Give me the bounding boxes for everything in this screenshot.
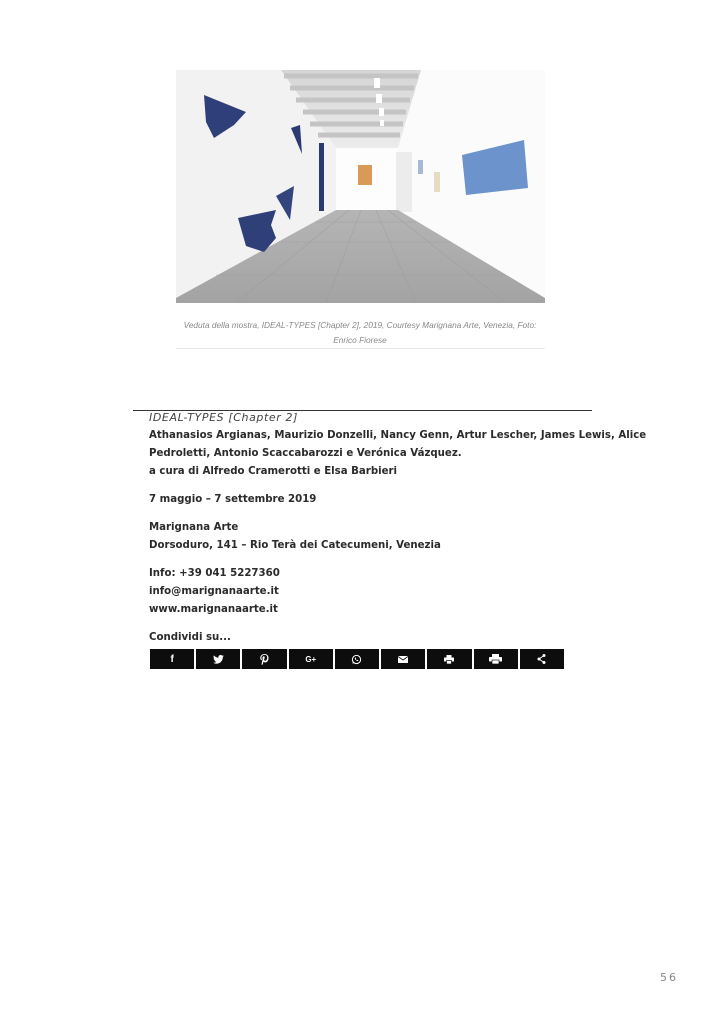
google-plus-share-button[interactable]: [289, 649, 333, 669]
more-share-icon: [537, 654, 546, 664]
artists-line-2: Pedroletti, Antonio Scaccabarozzi e Verónica Vázquez.: [149, 448, 462, 459]
print-share-button[interactable]: [427, 649, 471, 669]
photo-caption: [172, 318, 548, 348]
whatsapp-share-button[interactable]: [335, 649, 379, 669]
venue-address: Dorsoduro, 141 – Rio Terà dei Catecumeni, Venezia: [149, 540, 441, 551]
exhibition-title: IDEAL-TYPES [Chapter 2]: [149, 411, 298, 424]
pinterest-share-button[interactable]: [242, 649, 286, 669]
venue-name: Marignana Arte: [149, 522, 239, 533]
exhibition-photo: [176, 70, 545, 303]
facebook-icon: f: [170, 653, 174, 665]
email-link[interactable]: info@marignanaarte.it: [149, 586, 279, 597]
google-plus-icon: G+: [305, 654, 317, 664]
share-label: Condividi su...: [149, 632, 231, 643]
email-share-button[interactable]: [381, 649, 425, 669]
printfriendly-share-button[interactable]: [474, 649, 518, 669]
whatsapp-icon: [351, 654, 362, 665]
share-bar: [150, 649, 564, 669]
phone-info: Info: +39 041 5227360: [149, 568, 280, 579]
artists-line-1: Athanasios Argianas, Maurizio Donzelli, Nancy Genn, Artur Lescher, James Lewis, Alice: [149, 430, 647, 441]
page-number: 56: [660, 971, 678, 984]
email-icon: [398, 656, 408, 663]
twitter-icon: [213, 655, 224, 664]
exhibition-dates: 7 maggio – 7 settembre 2019: [149, 494, 317, 505]
pinterest-icon: [260, 654, 269, 665]
website-link[interactable]: www.marignanaarte.it: [149, 604, 278, 615]
caption-line-1: Veduta della mostra, IDEAL-TYPES [Chapter 2], 2019, Courtesy Marignana Arte, Venezia, Foto:: [183, 320, 537, 330]
caption-line-2: Enrico Fiorese: [333, 335, 387, 345]
printfriendly-icon: [489, 654, 502, 664]
curators: a cura di Alfredo Cramerotti e Elsa Barbieri: [149, 466, 398, 477]
print-icon: [444, 655, 454, 664]
caption-divider: [176, 348, 545, 349]
facebook-share-button[interactable]: [150, 649, 194, 669]
twitter-share-button[interactable]: [196, 649, 240, 669]
more-share-button[interactable]: [520, 649, 564, 669]
